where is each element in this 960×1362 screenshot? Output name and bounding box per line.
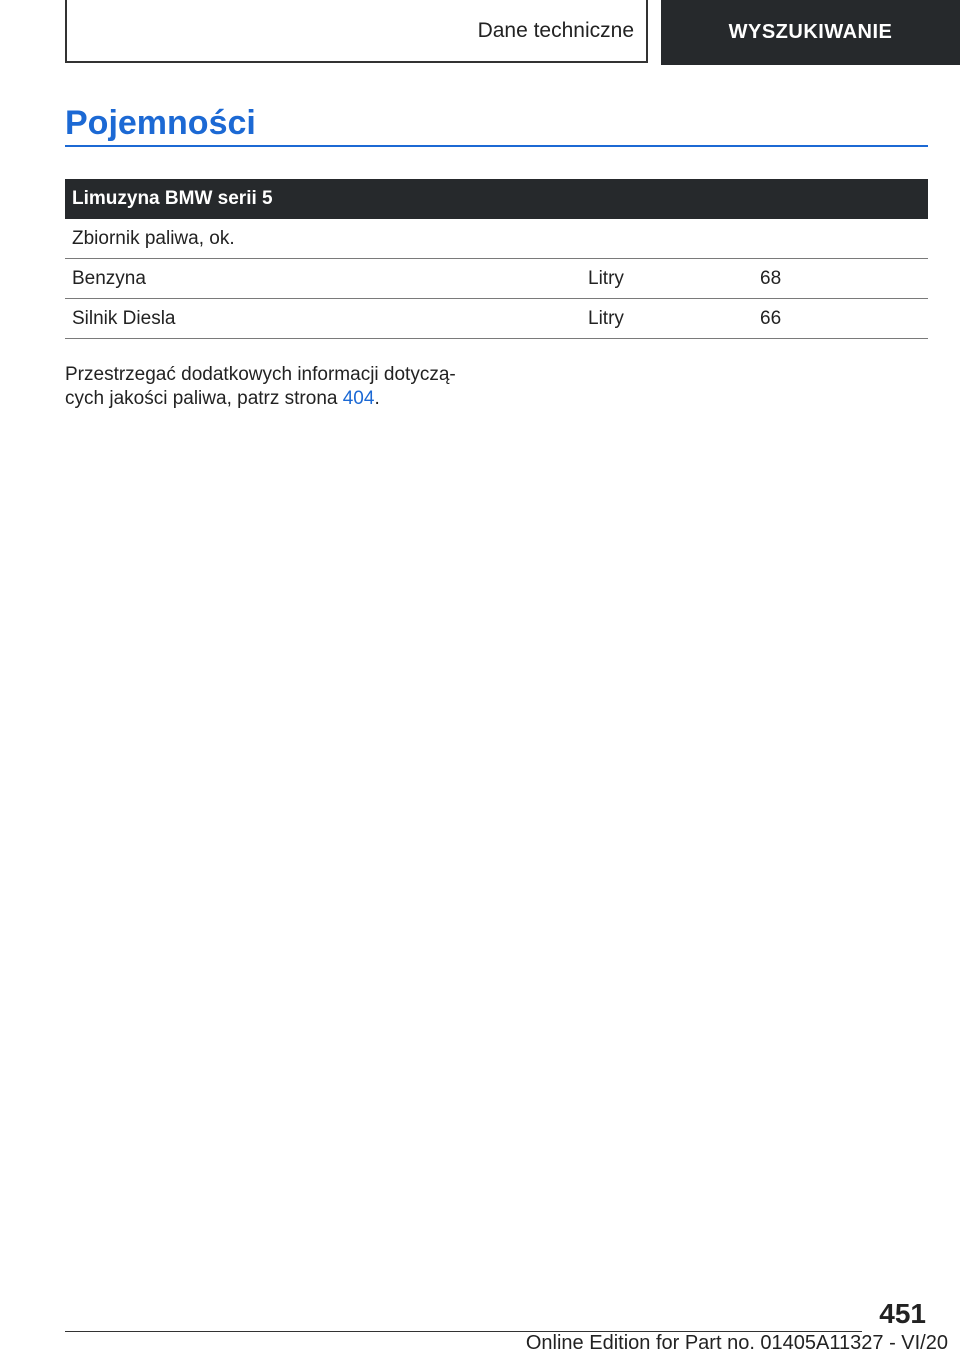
- table-cell-name: Zbiornik paliwa, ok.: [65, 219, 581, 259]
- table-cell-name: Benzyna: [65, 259, 581, 299]
- search-tab[interactable]: [661, 0, 960, 65]
- section-tab[interactable]: [65, 0, 648, 63]
- page-number: 451: [879, 1298, 926, 1329]
- title-rule: [65, 145, 928, 147]
- table-cell-unit: Litry: [581, 259, 753, 299]
- page-title: Pojemności: [65, 104, 256, 142]
- note-line-2: cych jakości paliwa, patrz strona: [65, 388, 343, 409]
- capacity-table: [65, 179, 928, 339]
- table-row: [65, 259, 928, 299]
- fuel-quality-note: [65, 363, 475, 411]
- table-cell-unit: [581, 219, 753, 259]
- search-label: WYSZUKIWANIE: [728, 21, 893, 43]
- table-cell-value: 68: [753, 259, 928, 299]
- table-cell-value: 66: [753, 299, 928, 339]
- page-header: [0, 0, 960, 66]
- table-row: [65, 299, 928, 339]
- note-period: .: [374, 388, 380, 409]
- table-cell-name: Silnik Diesla: [65, 299, 581, 339]
- page-reference-link[interactable]: 404: [342, 388, 375, 409]
- table-cell-value: [753, 219, 928, 259]
- table-cell-unit: Litry: [581, 299, 753, 339]
- section-label: Dane techniczne: [477, 18, 634, 42]
- table-heading: Limuzyna BMW serii 5: [65, 179, 928, 219]
- table-header-row: [65, 179, 928, 219]
- table-row: [65, 219, 928, 259]
- footer-edition: Online Edition for Part no. 01405A11327 - VI/20: [525, 1332, 948, 1354]
- note-line-1: Przestrzegać dodatkowych informacji dotyczą-: [65, 364, 456, 385]
